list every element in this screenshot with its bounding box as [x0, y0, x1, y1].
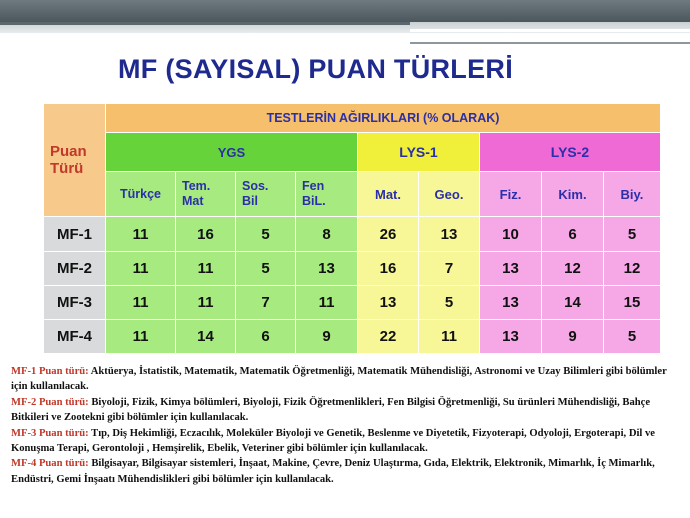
row-label: MF-3: [44, 285, 106, 319]
cell-value: 13: [480, 319, 542, 353]
note-text: Bilgisayar, Bilgisayar sistemleri, İnşaat, Makine, Çevre, Deniz Ulaştırma, Gıda, Elektrik, Elektronik, Mimarlık, İç Mimarlık, Endüstri, Gemi İnşaatı Mühendislikleri gibi bölümler için kullanılacak.: [11, 458, 655, 485]
cell-value: 26: [358, 217, 419, 251]
cell-value: 7: [419, 251, 480, 285]
cell-value: 11: [106, 319, 176, 353]
cell-value: 6: [542, 217, 604, 251]
cell-value: 9: [542, 319, 604, 353]
group-ygs: YGS: [106, 133, 358, 172]
table-row: [44, 217, 661, 251]
cell-value: 6: [236, 319, 296, 353]
cell-value: 5: [236, 217, 296, 251]
note-label: MF-4 Puan türü:: [11, 458, 89, 470]
cell-value: 11: [176, 251, 236, 285]
cell-value: 13: [296, 251, 358, 285]
row-label: MF-4: [44, 319, 106, 353]
subject-tem-mat-line1: Tem.: [182, 179, 211, 194]
cell-value: 7: [236, 285, 296, 319]
slide-header-line: [410, 29, 690, 32]
cell-value: 5: [604, 319, 661, 353]
note-label: MF-2 Puan türü:: [11, 396, 89, 408]
table-row: [44, 319, 661, 353]
row-label: MF-1: [44, 217, 106, 251]
cell-value: 11: [106, 251, 176, 285]
cell-value: 13: [480, 285, 542, 319]
weights-header: TESTLERİN AĞIRLIKLARI (% OLARAK): [106, 104, 661, 133]
cell-value: 11: [176, 285, 236, 319]
cell-value: 9: [296, 319, 358, 353]
cell-value: 13: [358, 285, 419, 319]
cell-value: 16: [358, 251, 419, 285]
subject-turkce: Türkçe: [106, 172, 176, 217]
subject-fen-bil: [296, 172, 358, 217]
puan-header-line2: Türü: [50, 160, 84, 178]
cell-value: 15: [604, 285, 661, 319]
subject-sos-bil-line1: Sos.: [242, 179, 269, 194]
notes: [11, 364, 683, 487]
cell-value: 5: [236, 251, 296, 285]
note-mf1: [11, 364, 683, 395]
slide-header-line-thin: [410, 42, 690, 44]
group-lys2: LYS-2: [480, 133, 661, 172]
note-text: Aktüerya, İstatistik, Matematik, Matematik Öğretmenliği, Matematik Mühendisliği, Astronomi ve Uzay Bilimleri gibi bölümler için kullanılacak.: [11, 366, 667, 393]
group-lys1: LYS-1: [358, 133, 480, 172]
weights-table: [43, 103, 661, 354]
cell-value: 11: [106, 285, 176, 319]
subject-tem-mat: [176, 172, 236, 217]
table-row: [44, 285, 661, 319]
cell-value: 5: [419, 285, 480, 319]
slide-title: MF (SAYISAL) PUAN TÜRLERİ: [118, 54, 514, 84]
note-mf4: [11, 456, 683, 487]
subject-tem-mat-line2: Mat: [182, 194, 204, 209]
cell-value: 22: [358, 319, 419, 353]
note-text: Biyoloji, Fizik, Kimya bölümleri, Biyoloji, Fizik Öğretmenlikleri, Fen Bilgisi Öğretmenliği, Su ürünleri Mühendisliği, Bahçe Bitkileri ve Zootekni gibi bölümler için kullanılacak.: [11, 396, 651, 424]
subject-kim: Kim.: [542, 172, 604, 217]
cell-value: 13: [480, 251, 542, 285]
puan-header-line1: Puan: [50, 143, 87, 161]
slide-header-bar: [0, 0, 690, 22]
table-row: [44, 251, 661, 285]
cell-value: 5: [604, 217, 661, 251]
cell-value: 8: [296, 217, 358, 251]
cell-value: 10: [480, 217, 542, 251]
note-text: Tıp, Diş Hekimliği, Eczacılık, Moleküler Biyoloji ve Genetik, Beslenme ve Diyetetik, Fizyoterapi, Odyoloji, Ergoterapi, Dil ve Konuşma Terapi, Gerontoloji , Hemşirelik, Ebelik, Veteriner gibi bölümler için kullanılacak.: [11, 427, 655, 455]
note-mf2: [11, 395, 683, 426]
subject-geo: Geo.: [419, 172, 480, 217]
subject-biy: Biy.: [604, 172, 661, 217]
cell-value: 11: [106, 217, 176, 251]
cell-value: 16: [176, 217, 236, 251]
cell-value: 13: [419, 217, 480, 251]
subject-sos-bil-line2: Bil: [242, 194, 258, 209]
puan-turu-header: [44, 104, 106, 217]
cell-value: 11: [419, 319, 480, 353]
note-label: MF-1 Puan türü:: [11, 366, 89, 377]
cell-value: 12: [542, 251, 604, 285]
subject-mat: Mat.: [358, 172, 419, 217]
subject-fen-bil-line1: Fen: [302, 179, 325, 194]
subject-sos-bil: [236, 172, 296, 217]
cell-value: 14: [542, 285, 604, 319]
subject-fiz: Fiz.: [480, 172, 542, 217]
slide-header-accent: [0, 22, 410, 25]
note-mf3: [11, 426, 683, 457]
cell-value: 11: [296, 285, 358, 319]
cell-value: 14: [176, 319, 236, 353]
note-label: MF-3 Puan türü:: [11, 427, 89, 439]
row-label: MF-2: [44, 251, 106, 285]
cell-value: 12: [604, 251, 661, 285]
subject-fen-bil-line2: BiL.: [302, 194, 326, 209]
